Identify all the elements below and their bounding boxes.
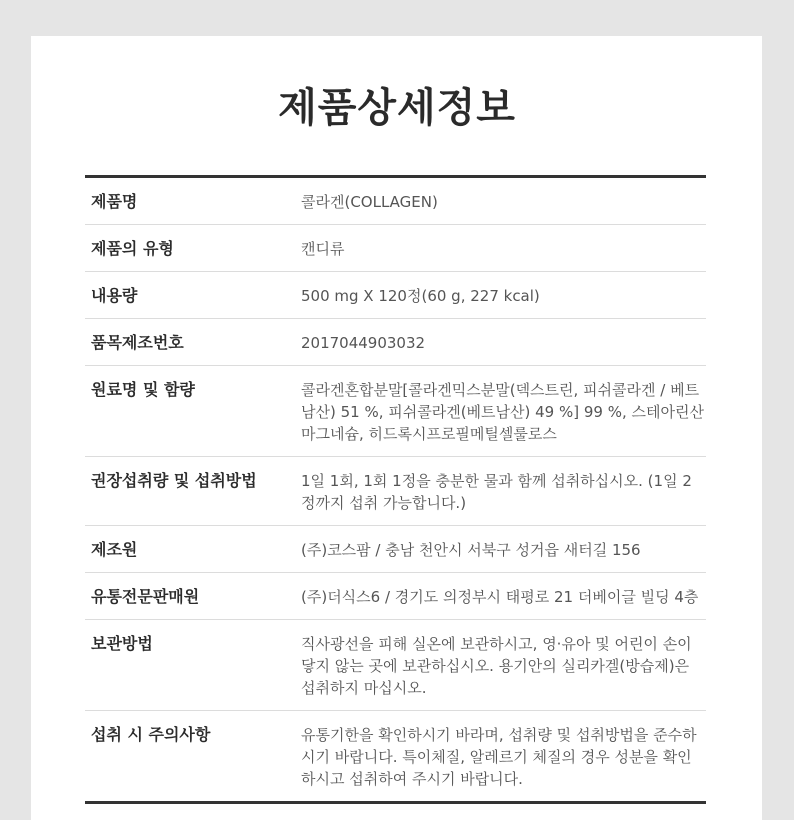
row-label: 원료명 및 함량	[91, 380, 195, 399]
table-row	[85, 318, 706, 365]
row-value: 콜라겐(COLLAGEN)	[301, 193, 438, 211]
row-value: 캔디류	[301, 240, 345, 258]
row-label: 섭취 시 주의사항	[91, 725, 211, 744]
row-value: (주)더식스6 / 경기도 의정부시 태평로 21 더베이글 빌딩 4층	[301, 588, 699, 606]
table-row	[85, 456, 706, 525]
page-title: 제품상세정보	[278, 85, 516, 131]
table-row	[85, 572, 706, 619]
row-label: 품목제조번호	[91, 333, 184, 352]
row-label: 내용량	[91, 286, 138, 305]
row-value: 2017044903032	[301, 334, 426, 352]
row-label: 보관방법	[91, 634, 153, 653]
row-label: 권장섭취량 및 섭취방법	[91, 471, 257, 490]
row-label: 유통전문판매원	[91, 587, 200, 606]
table-row	[85, 178, 706, 224]
row-label: 제품명	[91, 192, 138, 211]
row-label: 제조원	[91, 540, 138, 559]
table-row	[85, 619, 706, 710]
row-value: 직사광선을 피해 실온에 보관하시고, 영·유아 및 어린이 손이 닿지 않는 곳에 보관하십시오. 용기안의 실리카겔(방습제)은 섭취하지 마십시오.	[301, 635, 692, 697]
table-row	[85, 224, 706, 271]
row-value: 콜라겐혼합분말[콜라겐믹스분말(덱스트린, 피쉬콜라겐 / 베트남산) 51 %, 피쉬콜라겐(베트남산) 49 %] 99 %, 스테아린산마그네슘, 히드록시프로필메틸셀룰로스	[301, 381, 704, 443]
row-value: (주)코스팜 / 충남 천안시 서북구 성거읍 새터길 156	[301, 541, 641, 559]
product-info-table	[85, 175, 706, 804]
table-row	[85, 710, 706, 801]
row-value: 500 mg X 120정(60 g, 227 kcal)	[301, 287, 540, 305]
row-value: 1일 1회, 1회 1정을 충분한 물과 함께 섭취하십시오. (1일 2정까지 섭취 가능합니다.)	[301, 472, 692, 512]
table-row	[85, 271, 706, 318]
table-row	[85, 525, 706, 572]
row-value: 유통기한을 확인하시기 바라며, 섭취량 및 섭취방법을 준수하시기 바랍니다. 특이체질, 알레르기 체질의 경우 성분을 확인하시고 섭취하여 주시기 바랍니다.	[301, 726, 697, 788]
row-label: 제품의 유형	[91, 239, 174, 258]
table-row	[85, 365, 706, 456]
